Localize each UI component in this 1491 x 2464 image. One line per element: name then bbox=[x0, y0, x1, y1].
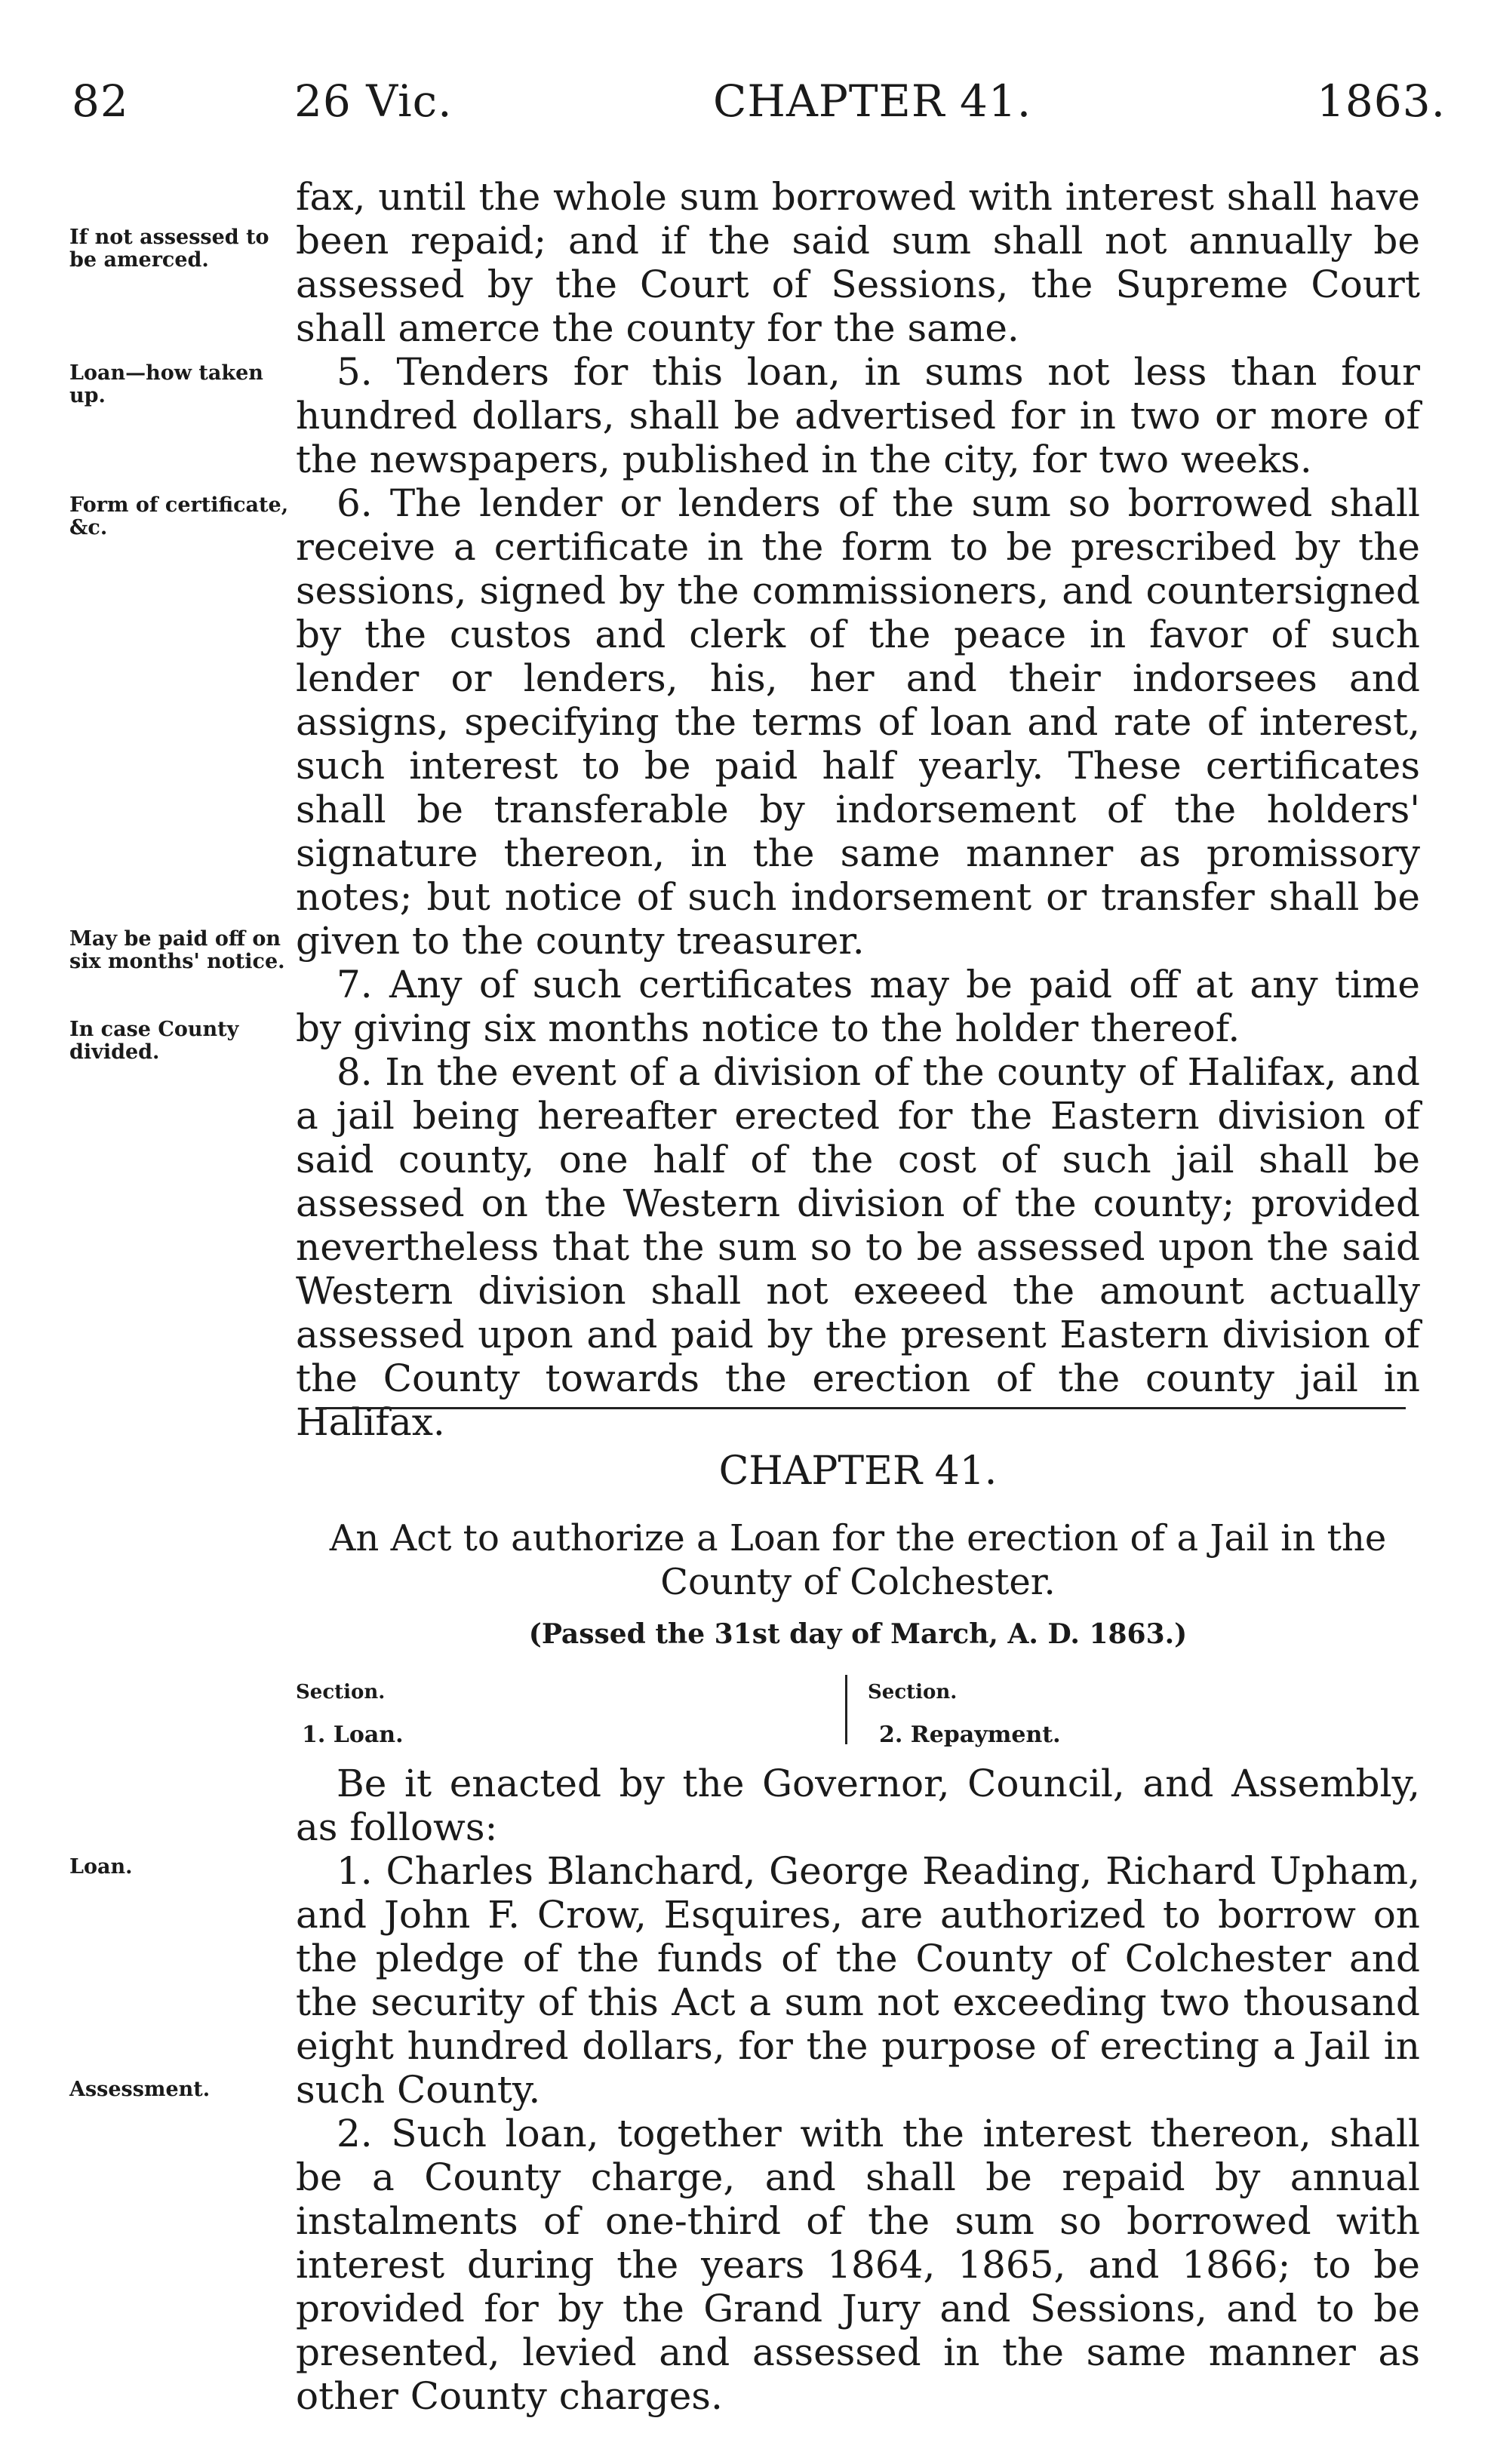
margin-note: May be paid off on six months' notice. bbox=[69, 927, 285, 973]
margin-note: Form of certificate, &c. bbox=[69, 493, 289, 539]
regnal-year: 26 Vic. bbox=[294, 75, 453, 127]
act-title: An Act to authorize a Loan for the erection of a Jail in the County of Colchester. bbox=[329, 1517, 1387, 1603]
section-8: 8. In the event of a division of the county of Halifax, and a jail being hereafter erected for the Eastern division of said county, one half of the cost of such jail shall be assessed on the Western division of the county; provided nevertheless that the sum so to be assessed upon the said Western division shall not exeeed the amount actually assessed upon and paid by the present Eastern division of the County towards the erection of the county jail in Halifax. bbox=[296, 1050, 1420, 1444]
previous-chapter-text bbox=[296, 175, 1420, 1444]
running-chapter-title: CHAPTER 41. bbox=[713, 75, 1032, 127]
chapter-heading: CHAPTER 41. bbox=[718, 1449, 998, 1494]
section-header-left: Section. bbox=[296, 1681, 386, 1704]
margin-notes bbox=[69, 0, 296, 2464]
margin-note: Loan—how taken up. bbox=[69, 361, 263, 407]
page-number: 82 bbox=[72, 75, 129, 127]
section-item-repayment: 2. Repayment. bbox=[879, 1722, 1061, 1748]
margin-note: Loan. bbox=[69, 1855, 133, 1879]
enacting-clause: Be it enacted by the Governor, Council, and Assembly, as follows: bbox=[296, 1762, 1420, 1849]
margin-note: If not assessed to be amerced. bbox=[69, 226, 269, 272]
section-divider bbox=[845, 1675, 847, 1744]
paragraph: fax, until the whole sum borrowed with interest shall have been repaid; and if the said sum shall not annually be assessed by the Court of Sessions, the Supreme Court shall amerce the county for the same. bbox=[296, 175, 1420, 350]
section-item-loan: 1. Loan. bbox=[302, 1722, 404, 1748]
section-7: 7. Any of such certificates may be paid off at any time by giving six months notice to the holder thereof. bbox=[296, 963, 1420, 1050]
section-5: 5. Tenders for this loan, in sums not less than four hundred dollars, shall be advertised for in two or more of the newspapers, published in the city, for two weeks. bbox=[296, 350, 1420, 481]
chapter-divider bbox=[315, 1407, 1406, 1409]
margin-note: In case County divided. bbox=[69, 1018, 239, 1064]
section-header-right: Section. bbox=[868, 1681, 958, 1704]
section-2: 2. Such loan, together with the interest thereon, shall be a County charge, and shall be repaid by annual instalments of one-third of the sum so borrowed with interest during the years 1864, 1865, and 1866; to be provided for by the Grand Jury and Sessions, and to be presented, levied and assessed in the same manner as other County charges. bbox=[296, 2112, 1420, 2418]
section-6: 6. The lender or lenders of the sum so borrowed shall receive a certificate in the form to be prescribed by the sessions, signed by the commissioners, and countersigned by the custos and clerk of the peace in favor of such lender or lenders, his, her and their indorsees and assigns, specifying the terms of loan and rate of interest, such interest to be paid half yearly. These certificates shall be transferable by indorsement of the holders' signature thereon, in the same manner as promissory notes; but notice of such indorsement or transfer shall be given to the county treasurer. bbox=[296, 481, 1420, 963]
section-1: 1. Charles Blanchard, George Reading, Richard Upham, and John F. Crow, Esquires, are authorized to borrow on the pledge of the funds of the County of Colchester and the security of this Act a sum not exceeding two thousand eight hundred dollars, for the purpose of erecting a Jail in such County. bbox=[296, 1849, 1420, 2112]
passed-date: (Passed the 31st day of March, A. D. 1863.) bbox=[528, 1618, 1188, 1650]
act-text bbox=[296, 1762, 1420, 2418]
header-year: 1863. bbox=[1317, 75, 1446, 127]
margin-note: Assessment. bbox=[69, 2078, 211, 2101]
